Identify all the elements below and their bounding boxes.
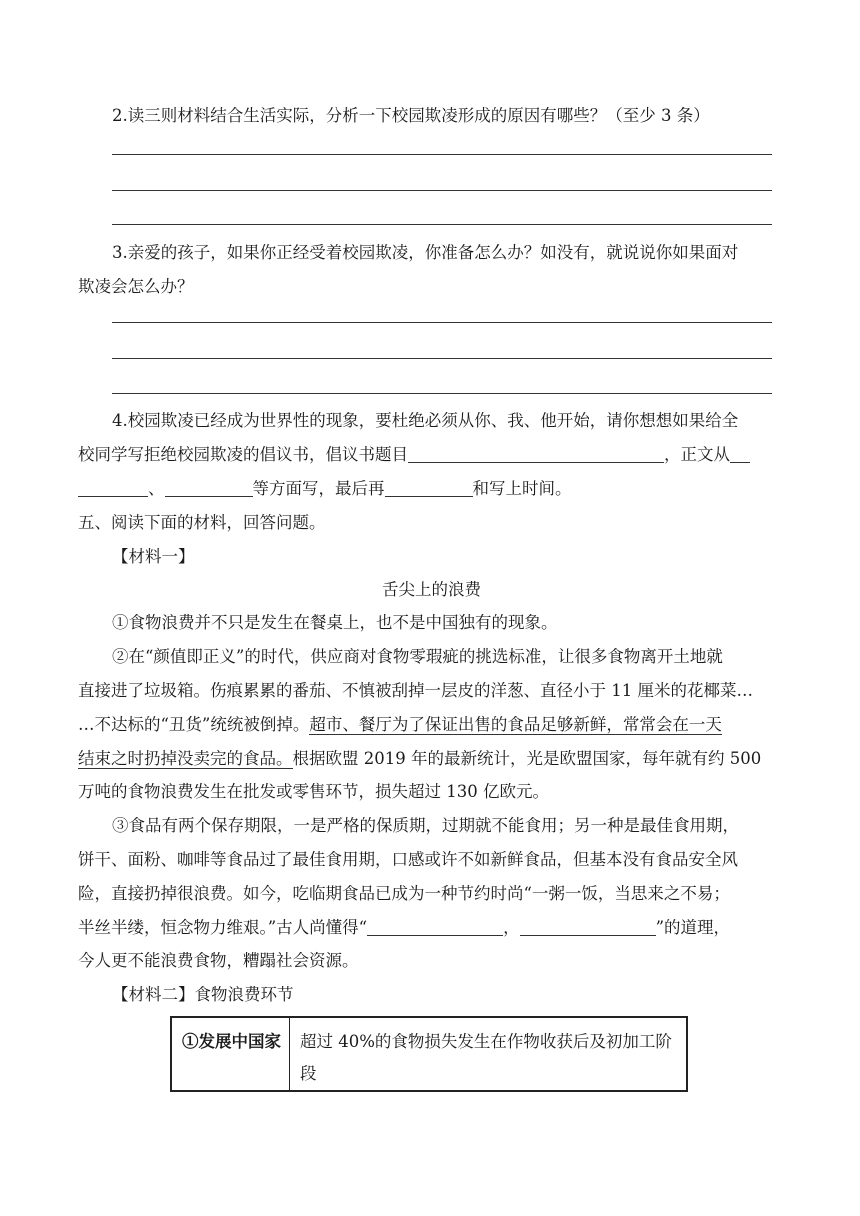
question-4-line3 bbox=[78, 478, 572, 500]
paragraph-2-line1: ②在“颜值即正义”的时代，供应商对食物零瑕疵的挑选标准，让很多食物离开土地就 bbox=[112, 647, 723, 666]
question-3-line1: 3.亲爱的孩子，如果你正经受着校园欺凌，你准备怎么办？如没有，就说说你如果面对 bbox=[112, 243, 739, 262]
paragraph-3-line4 bbox=[78, 917, 730, 939]
paragraph-1: ①食物浪费并不只是发生在餐桌上，也不是中国独有的现象。 bbox=[112, 613, 558, 632]
fill-blank-body-part2[interactable] bbox=[165, 480, 253, 497]
paragraph-2-line4 bbox=[78, 748, 761, 770]
paragraph-2-text: …不达标的“丑货”统统被倒掉。 bbox=[78, 715, 310, 734]
paragraph-3-text: ， bbox=[503, 918, 520, 937]
question-2: 2.读三则材料结合生活实际，分析一下校园欺凌形成的原因有哪些？（至少 3 条） bbox=[112, 106, 710, 125]
answer-line bbox=[112, 190, 772, 191]
underlined-sentence: 结束之时扔掉没卖完的食品。 bbox=[78, 749, 293, 768]
fill-blank-quote-2[interactable] bbox=[520, 919, 656, 936]
answer-line bbox=[112, 393, 772, 394]
paragraph-3-line5: 今人更不能浪费食物，糟蹋社会资源。 bbox=[78, 951, 359, 970]
paragraph-2-text: 根据欧盟 2019 年的最新统计，光是欧盟国家，每年就有约 500 bbox=[292, 749, 762, 768]
underlined-sentence: 超市、餐厅为了保证出售的食品足够新鲜，常常会在一天 bbox=[309, 715, 722, 734]
question-4-text: 、 bbox=[148, 479, 165, 498]
answer-line bbox=[112, 358, 772, 359]
question-4-line1: 4.校园欺凌已经成为世界性的现象，要杜绝必须从你、我、他开始，请你想想如果给全 bbox=[112, 411, 739, 430]
fill-blank-ending[interactable] bbox=[385, 480, 473, 497]
question-4-text: ，正文从 bbox=[664, 445, 730, 464]
question-4-line2 bbox=[78, 444, 750, 466]
article-title: 舌尖上的浪费 bbox=[382, 580, 481, 599]
paragraph-3-line1: ③食品有两个保存期限，一是严格的保质期，过期就不能食用；另一种是最佳食用期， bbox=[112, 816, 739, 835]
table-divider bbox=[289, 1018, 290, 1090]
question-3-line2: 欺凌会怎么办？ bbox=[78, 277, 194, 296]
paragraph-2-line3 bbox=[78, 714, 722, 736]
fill-blank-quote-1[interactable] bbox=[367, 919, 503, 936]
paragraph-3-line3: 险，直接扔掉很浪费。如今，吃临期食品已成为一种节约时尚“一粥一饭，当思来之不易； bbox=[78, 884, 730, 903]
fill-blank-body-part1[interactable] bbox=[78, 480, 148, 497]
paragraph-3-text: 半丝半缕，恒念物力维艰。”古人尚懂得“ bbox=[78, 918, 368, 937]
food-waste-table bbox=[170, 1016, 688, 1092]
paragraph-3-text: ”的道理， bbox=[655, 918, 731, 937]
paragraph-2-line2: 直接进了垃圾箱。伤痕累累的番茄、不慎被刮掉一层皮的洋葱、直径小于 11 厘米的花椰菜… bbox=[78, 681, 753, 700]
fill-blank-body-start[interactable] bbox=[730, 446, 750, 463]
fill-blank-title[interactable] bbox=[408, 446, 664, 463]
section-5-heading: 五、阅读下面的材料，回答问题。 bbox=[78, 513, 326, 532]
question-4-text: 校同学写拒绝校园欺凌的倡议书，倡议书题目 bbox=[78, 445, 408, 464]
paragraph-2-line5: 万吨的食物浪费发生在批发或零售环节，损失超过 130 亿欧元。 bbox=[78, 782, 549, 801]
paragraph-3-line2: 饼干、面粉、咖啡等食品过了最佳食用期，口感或许不如新鲜食品，但基本没有食品安全风 bbox=[78, 850, 738, 869]
material-2-label: 【材料二】食物浪费环节 bbox=[112, 985, 294, 1004]
question-4-text: 和写上时间。 bbox=[472, 479, 572, 498]
material-1-label: 【材料一】 bbox=[112, 547, 195, 566]
answer-line bbox=[112, 154, 772, 155]
answer-line bbox=[112, 224, 772, 225]
answer-line bbox=[112, 322, 772, 323]
question-4-text: 等方面写，最后再 bbox=[252, 479, 385, 498]
table-cell-region: ①发展中国家 bbox=[182, 1032, 281, 1051]
table-cell-description: 超过 40%的食物损失发生在作物收获后及初加工阶段 bbox=[300, 1032, 672, 1083]
